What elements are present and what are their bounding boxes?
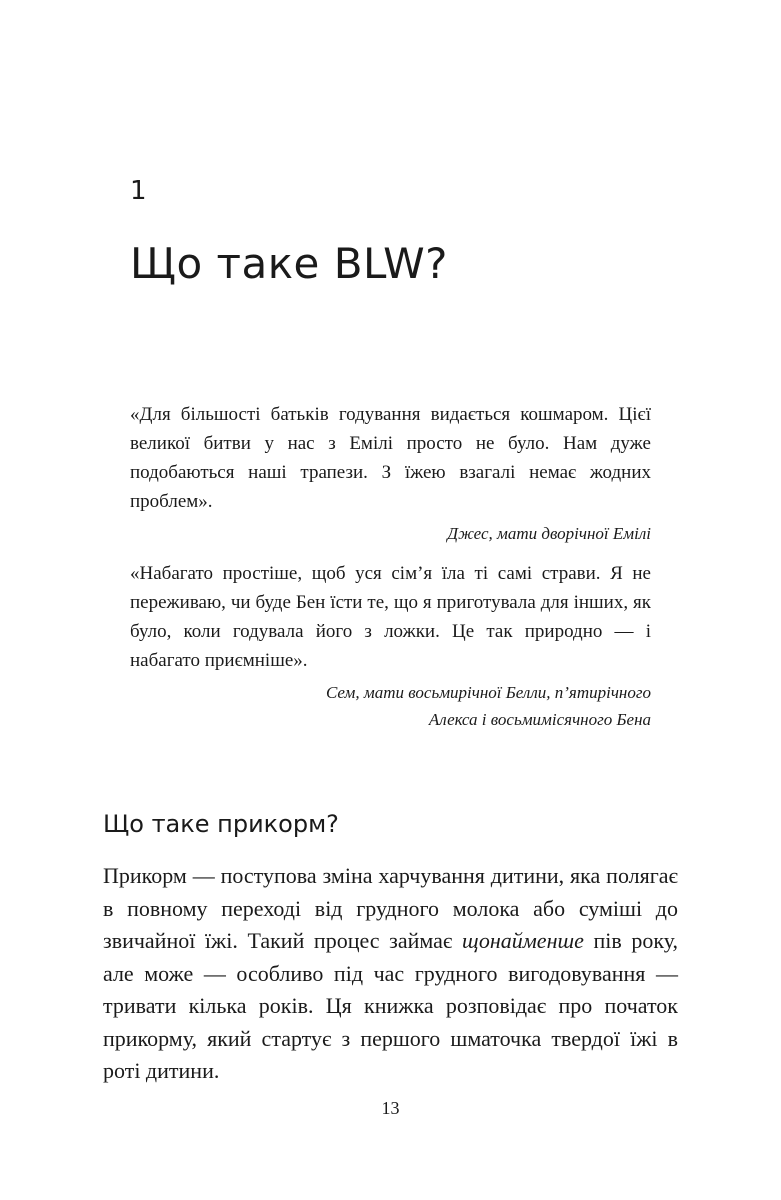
section-heading: Що таке прикорм?: [103, 810, 339, 838]
epigraph-quote: «Для більшості батьків годування видається кошмаром. Цієї великої битви у нас з Емілі просто не було. Нам дуже подобаються наші трапези. З їжею взагалі немає жодних проблем».: [130, 404, 651, 512]
epigraph: [130, 400, 651, 547]
epigraph-attribution: Джес, мати дворічної Емілі: [447, 524, 651, 543]
epigraph-quote: «Набагато простіше, щоб уся сім’я їла ті самі страви. Я не переживаю, чи буде Бен їсти те, що я приготувала для інших, як було, коли годувала його з ложки. Це так природно — і набагато приємніше».: [130, 563, 651, 671]
page-number: 13: [381, 1098, 400, 1118]
epigraph: [130, 559, 651, 733]
paragraph-text: пів року, але може — особливо під час грудного вигодовування — тривати кілька років. Ця книжка розповідає про початок прикорму, який стартує з першого шматочка твердої їжі в роті дитини.: [103, 928, 678, 1083]
paragraph-text: Прикорм — поступова зміна харчування дитини, яка полягає в повному переході від грудного молока або суміші до звичайної їжі. Такий процес займає: [103, 863, 678, 953]
epigraph-attribution: [130, 679, 651, 733]
attribution-line: Алекса і восьмимісячного Бена: [428, 710, 651, 729]
emphasized-word: щонайменше: [461, 928, 584, 953]
attribution-line: Сем, мати восьмирічної Белли, п’ятирічного: [325, 683, 651, 702]
chapter-number: 1: [130, 176, 147, 206]
chapter-title: Що таке BLW?: [130, 239, 448, 288]
body-paragraph: [103, 860, 678, 1088]
